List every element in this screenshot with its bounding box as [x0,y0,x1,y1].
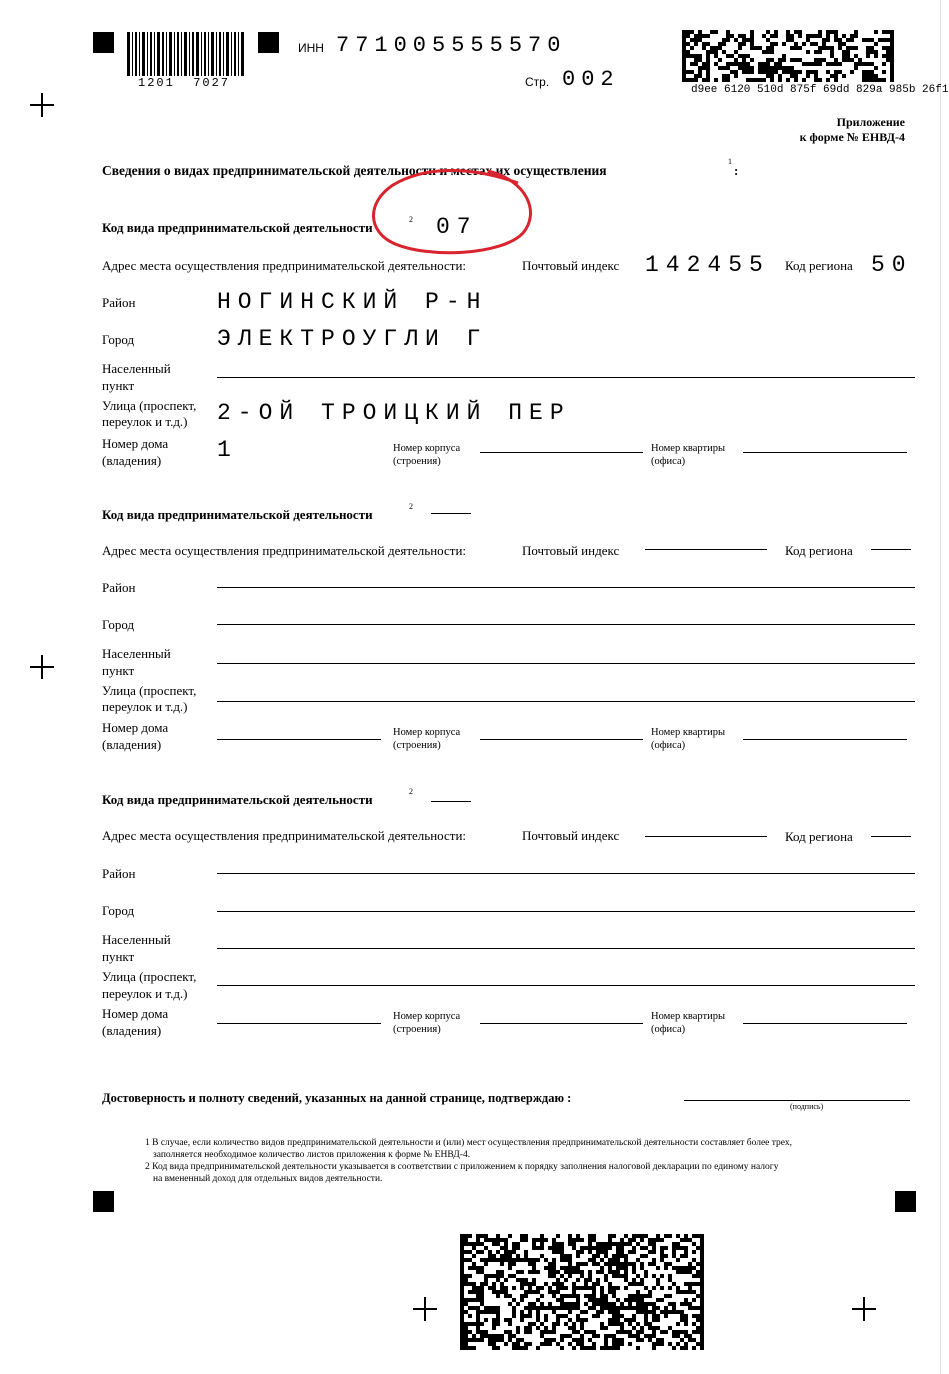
building-label: Номер корпуса [393,727,461,738]
locality-label: Населенный [102,646,171,661]
district-label: Район [102,866,136,881]
city-label: Город [102,617,135,632]
footnote-ref: 2 [409,787,413,796]
registration-cross [852,1297,876,1321]
activity-code-line [431,513,471,514]
annotation-circle [368,163,540,259]
locality-label: Населенный [102,932,171,947]
locality-line [217,377,915,378]
building-label-2: (строения) [393,740,441,751]
house-label: Номер дома [102,1006,169,1021]
apartment-line [743,739,907,740]
postal-index-line [645,836,767,837]
building-label-2: (строения) [393,1024,441,1035]
footnote-ref: 2 [409,215,413,224]
bottom-2d-barcode [460,1234,706,1352]
region-code-line [871,836,911,837]
page-number: 002 [562,67,620,92]
registration-square [258,32,279,53]
building-label-2: (строения) [393,456,441,467]
activity-code-line [431,801,471,802]
title-colon: : [734,163,739,178]
house-label-2: (владения) [102,1023,162,1038]
district-label: Район [102,295,136,310]
house-line [217,739,381,740]
house-value: 1 [217,437,238,463]
district-value: НОГИНСКИЙ Р-Н [217,289,488,315]
registration-square [895,1191,916,1212]
city-line [217,624,915,625]
street-value: 2-ОЙ ТРОИЦКИЙ ПЕР [217,400,571,426]
apartment-label: Номер квартиры [651,443,726,454]
page-edge [940,0,941,1374]
house-label: Номер дома [102,720,169,735]
inn-label: ИНН [298,41,324,55]
registration-square [93,32,114,53]
street-label-2: переулок и т.д.) [102,414,188,429]
region-code-label: Код региона [785,258,853,273]
signature-label: (подпись) [790,1102,824,1111]
house-label-2: (владения) [102,453,162,468]
city-label: Город [102,332,135,347]
postal-index-label: Почтовый индекс [522,828,620,843]
footnote-1-cont: заполняется необходимое количество листов приложения к форме № ЕНВД-4. [153,1150,471,1160]
registration-cross [30,655,54,679]
activity-code-label: Код вида предпринимательской деятельности [102,220,373,235]
region-code-label: Код региона [785,543,853,558]
postal-index-line [645,549,767,550]
barcode-number: 1201 7027 [138,76,231,90]
city-line [217,911,915,912]
activity-code-label: Код вида предпринимательской деятельности [102,507,373,522]
street-line [217,985,915,986]
postal-index-value: 142455 [645,252,770,278]
locality-label-2: пункт [102,949,135,964]
building-line [480,1023,643,1024]
address-label: Адрес места осуществления предпринимательской деятельности: [102,543,467,558]
apartment-label: Номер квартиры [651,727,726,738]
registration-square [93,1191,114,1212]
address-label: Адрес места осуществления предпринимательской деятельности: [102,828,467,843]
2d-barcode-text: d9ee 6120 510d 875f 69dd 829a 985b 26f1 [691,84,949,96]
street-line [217,701,915,702]
city-value: ЭЛЕКТРОУГЛИ Г [217,326,488,352]
district-line [217,873,915,874]
apartment-label-2: (офиса) [651,456,686,467]
registration-cross [30,93,54,117]
postal-index-label: Почтовый индекс [522,543,620,558]
house-label-2: (владения) [102,737,162,752]
apartment-label: Номер квартиры [651,1011,726,1022]
building-label: Номер корпуса [393,443,461,454]
street-label: Улица (проспект, [102,683,197,698]
street-label-2: переулок и т.д.) [102,986,188,1001]
page-label: Стр. [525,75,550,89]
locality-label: Населенный [102,361,171,376]
house-label: Номер дома [102,436,169,451]
activity-code-label: Код вида предпринимательской деятельности [102,792,373,807]
registration-cross [413,1297,437,1321]
locality-line [217,948,915,949]
region-code-line [871,549,911,550]
apartment-label-2: (офиса) [651,740,686,751]
street-label: Улица (проспект, [102,398,197,413]
footnote-1: 1 В случае, если количество видов предпринимательской деятельности и (или) мест осуществления предпринимательской деятельности составляет более трех, [145,1138,792,1148]
locality-label-2: пункт [102,378,135,393]
footnote-ref: 2 [409,502,413,511]
city-label: Город [102,903,135,918]
house-line [217,1023,381,1024]
appendix-line2: к форме № ЕНВД-4 [799,130,905,144]
district-line [217,587,915,588]
footnote-2: 2 Код вида предпринимательской деятельности указывается в соответствии с приложением к порядку заполнения налоговой декларации по единому налогу [145,1162,779,1172]
postal-index-label: Почтовый индекс [522,258,620,273]
address-label: Адрес места осуществления предпринимательской деятельности: [102,258,467,273]
apartment-line [743,1023,907,1024]
district-label: Район [102,580,136,595]
locality-label-2: пункт [102,663,135,678]
2d-barcode [682,30,894,82]
street-label-2: переулок и т.д.) [102,699,188,714]
apartment-label-2: (офиса) [651,1024,686,1035]
street-label: Улица (проспект, [102,969,197,984]
form-title: Сведения о видах предпринимательской деятельности и местах их осуществления [102,163,607,178]
inn-value: 771005555570 [336,33,567,58]
locality-line [217,663,915,664]
linear-barcode [127,32,247,78]
region-code-label: Код региона [785,829,853,844]
footnote-2-cont: на вмененный доход для отдельных видов деятельности. [153,1174,383,1184]
building-line [480,739,643,740]
region-code-value: 50 [871,252,913,278]
building-label: Номер корпуса [393,1011,461,1022]
apartment-line [743,452,907,453]
footnote-ref: 1 [728,157,732,166]
building-line [480,452,643,453]
activity-code-value: 07 [436,214,478,240]
confirmation-text: Достоверность и полноту сведений, указанных на данной странице, подтверждаю : [102,1091,572,1105]
appendix-line1: Приложение [836,115,905,129]
signature-line [684,1100,910,1101]
